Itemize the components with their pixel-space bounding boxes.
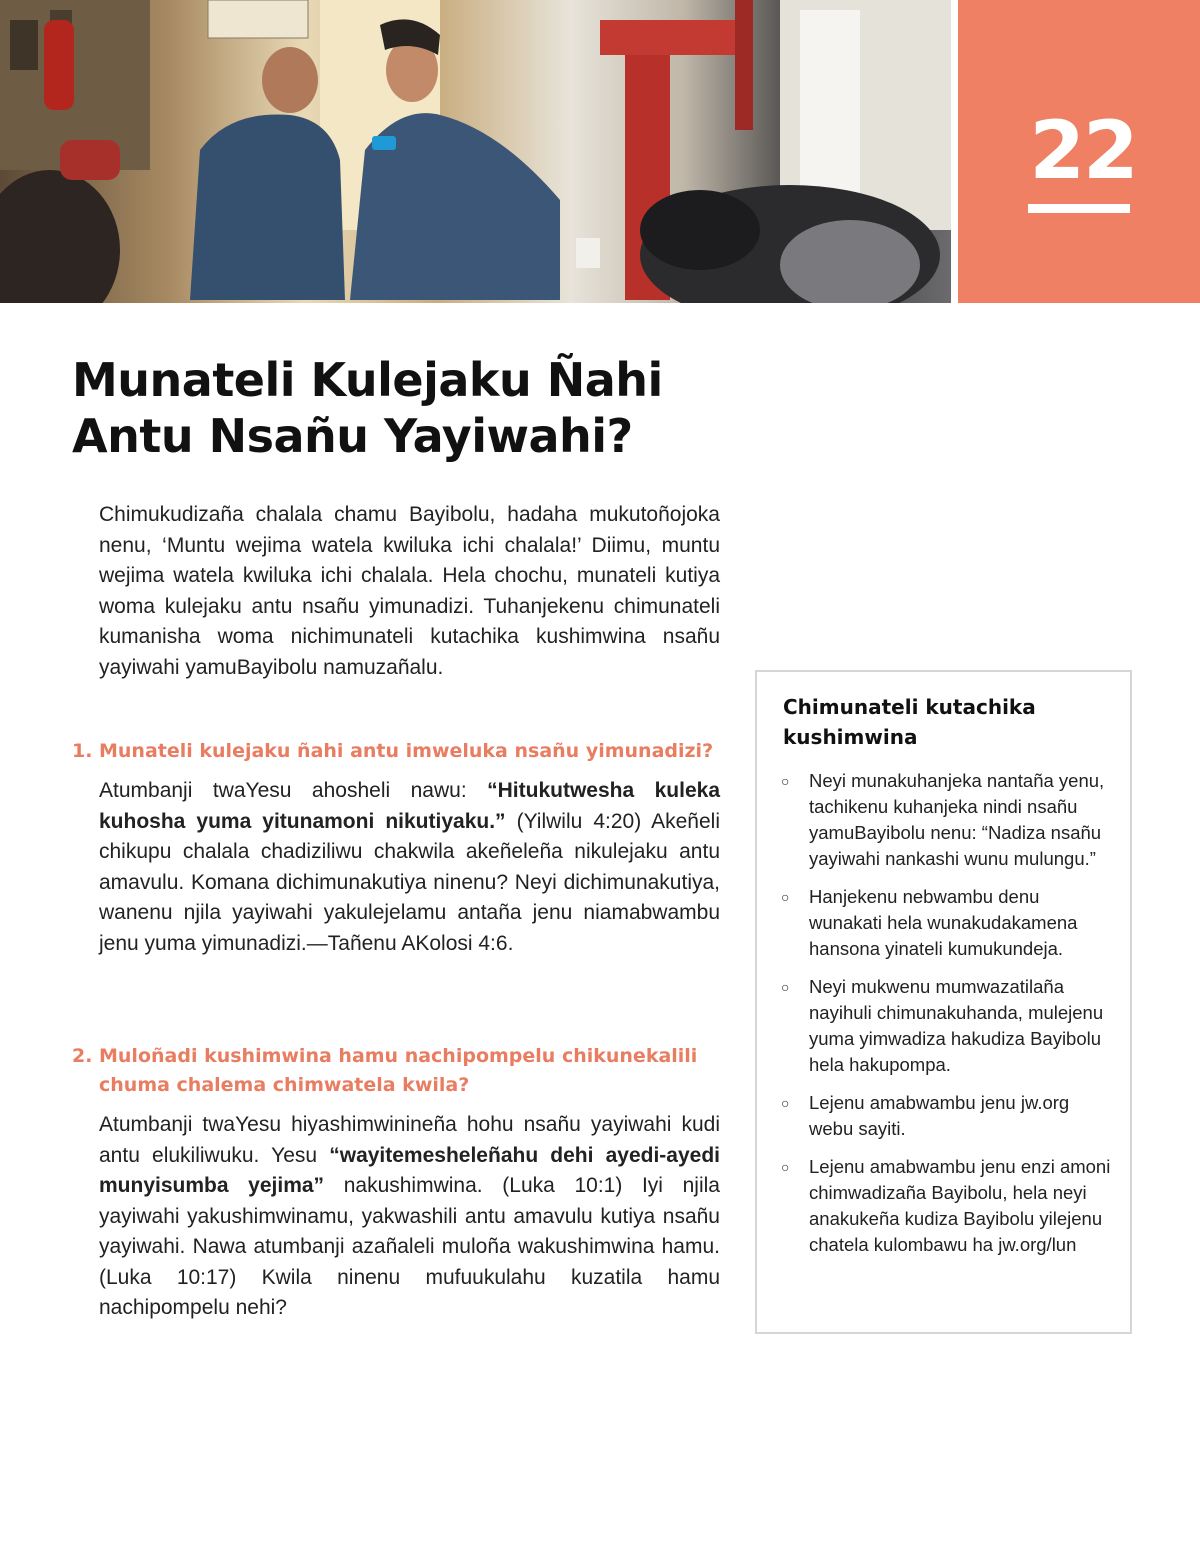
circle-bullet-icon: ○ <box>781 1159 790 1175</box>
intro-paragraph: Chimukudizaña chalala chamu Bayibolu, hadaha mukutoñojoka nenu, ‘Muntu wejima watela kwiluka ichi chalala!’ Diimu, muntu wejima watela kwiluka ichi chalala. Hela chochu, munateli kutiya woma kulejaku antu nsañu yimunadizi. Tuhanjekenu chimunateli kumanisha woma nichimunateli kutachika kushimwina nsañu yayiwahi yamuBayibolu namuzañalu. <box>99 503 720 679</box>
sidebox-title: Chimunateli kutachika kushimwina <box>783 695 1036 749</box>
garage-scene-illustration <box>0 0 951 303</box>
list-item-text: Neyi munakuhanjeka nantaña yenu, tachikenu kuhanjeka nindi nsañu yamuBayibolu nenu: “Nadiza nsañu yayiwahi nankashi wunu mulungu.” <box>809 770 1105 869</box>
list-item <box>781 974 1111 1078</box>
circle-bullet-icon: ○ <box>781 1095 790 1111</box>
question-2 <box>72 1042 732 1324</box>
lesson-number-underline <box>1028 204 1130 213</box>
intro-section <box>99 500 720 683</box>
question-1-number: 1. <box>72 740 93 762</box>
list-item <box>781 1154 1111 1258</box>
question-2-text-b: nakushimwina. (Luka 10:1) Iyi njila yayiwahi yakushimwinamu, yakwashili antu amavulu kutiya nsañu yayiwahi. Nawa atumbanji azañaleli muloña wakushimwina hamu. (Luka 10:17) Kwila ninenu mufuukulahu kuzatila hamu nachipompelu nehi? <box>99 1174 720 1319</box>
question-1-heading-text: Munateli kulejaku ñahi antu imweluka nsañu yimunadizi? <box>99 740 714 762</box>
question-1 <box>72 737 732 959</box>
list-item <box>781 1090 1111 1142</box>
question-1-text-a: Atumbanji twaYesu ahosheli nawu: <box>99 779 488 802</box>
circle-bullet-icon: ○ <box>781 979 790 995</box>
tips-sidebox <box>755 670 1132 1334</box>
sidebox-list <box>781 768 1111 1270</box>
question-1-quote: “Hitukutwesha kuleka kuhosha yuma yitunamoni nikutiyaku.” <box>99 779 721 833</box>
list-item <box>781 884 1111 962</box>
question-2-paragraph <box>99 1110 720 1324</box>
question-1-heading <box>72 737 732 766</box>
question-2-heading-text: Muloñadi kushimwina hamu nachipompelu chikunekalili chuma chalema chimwatela kwila? <box>99 1045 698 1096</box>
list-item-text: Lejenu amabwambu jenu jw.org webu sayiti. <box>809 1092 1070 1139</box>
lesson-number-block <box>958 0 1200 303</box>
list-item-text: Neyi mukwenu mumwazatilaña nayihuli chimunakuhanda, mulejenu yuma yimwadiza hakudiza Bayibolu hela hakupompa. <box>809 976 1104 1075</box>
question-1-text-b: (Yilwilu 4:20) Akeñeli chikupu chalala chadiziliwu chakwila akeñeleña nikulejaku antu amavulu. Komana dichimunakutiya ninenu? Neyi dichimunakutiya, wanenu njila yayiwahi yakulejelamu antaña jenu niamabwambu jenu yuma yimunadizi.—Tañenu AKolosi 4:6. <box>99 809 720 955</box>
page-title-line-2: Antu Nsañu Yayiwahi? <box>72 409 633 463</box>
header-photo <box>0 0 951 303</box>
circle-bullet-icon: ○ <box>781 773 790 789</box>
question-2-heading <box>72 1042 732 1100</box>
list-item <box>781 768 1111 872</box>
question-2-text-a: Atumbanji twaYesu hiyashimwinineña hohu nsañu yayiwahi kudi antu elukiliwuku. Yesu <box>99 1113 720 1167</box>
circle-bullet-icon: ○ <box>781 889 790 905</box>
page-title <box>72 352 772 464</box>
lesson-number: 22 <box>1029 104 1137 197</box>
question-2-quote: “wayitemesheleñahu dehi ayedi-ayedi munyisumba yejima” <box>99 1143 720 1197</box>
page-title-line-1: Munateli Kulejaku Ñahi <box>72 353 663 407</box>
question-2-number: 2. <box>72 1045 93 1067</box>
list-item-text: Hanjekenu nebwambu denu wunakati hela wunakudakamena hansona yinateli kumukundeja. <box>809 886 1078 959</box>
list-item-text: Lejenu amabwambu jenu enzi amoni chimwadizaña Bayibolu, hela neyi anakukeña kudiza Bayibolu yilejenu chatela kulombawu ha jw.org/lun <box>809 1156 1111 1255</box>
question-1-paragraph <box>99 776 720 959</box>
